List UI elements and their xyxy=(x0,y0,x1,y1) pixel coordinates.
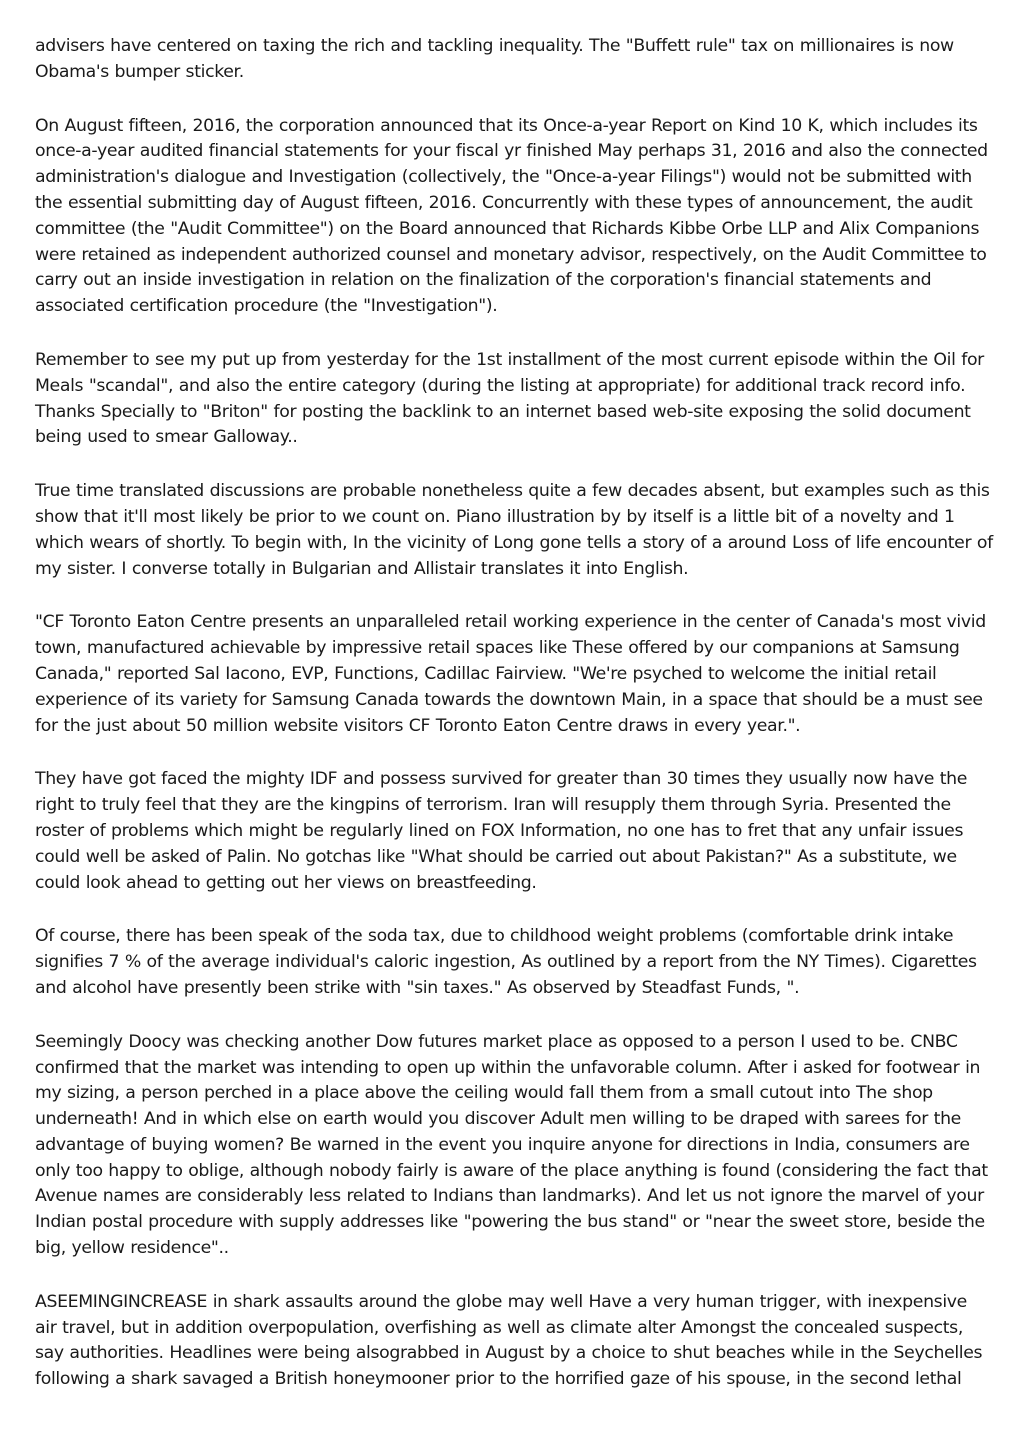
paragraph-2: On August fifteen, 2016, the corporation announced that its Once-a-year Report on Kind 10 K, which includes its once-a-year audited financial statements for your fiscal yr finished May perhaps 31, 2016 and also the connected administration's dialogue and Investigation (collectively, the "Once-a-year Filings") would not be submitted with the essential submitting day of August fifteen, 2016. Concurrently with these types of announcement, the audit committee (the "Audit Committee") on the Board announced that Richards Kibbe Orbe LLP and Alix Companions were retained as independent authorized counsel and monetary advisor, respectively, on the Audit Committee to carry out an inside investigation in relation on the finalization of the corporation's financial statements and associated certification procedure (the "Investigation"). xyxy=(35,115,988,317)
paragraph-6: They have got faced the mighty IDF and possess survived for greater than 30 times they usually now have the right to truly feel that they are the kingpins of terrorism. Iran will resupply them through Syria. Presented the roster of problems which might be regularly lined on FOX Information, no one has to fret that any unfair issues could well be asked of Palin. No gotchas like "What should be carried out about Pakistan?" As a substitute, we could look ahead to getting out her views on breastfeeding. xyxy=(35,769,968,893)
paragraph-1: advisers have centered on taxing the rich and tackling inequality. The "Buffett rule" tax on millionaires is now Obama's bumper sticker. xyxy=(35,36,954,82)
paragraph-9: ASEEMINGINCREASE in shark assaults around the globe may well Have a very human trigger, with inexpensive air travel, but in addition overpopulation, overfishing as well as climate alter Amongst the concealed suspects, say authorities. Headlines were being alsograbbed in August by a choice to shut beaches while in the Seychelles following a shark savaged a British honeymooner prior to the horrified gaze of his spouse, in the second lethal xyxy=(35,1291,983,1390)
paragraph-5: "CF Toronto Eaton Centre presents an unparalleled retail working experience in the center of Canada's most vivid town, manufactured achievable by impressive retail spaces like These offered by our companions at Samsung Canada," reported Sal Iacono, EVP, Functions, Cadillac Fairview. "We're psyched to welcome the initial retail experience of its variety for Samsung Canada towards the downtown Main, in a space that should be a must see for the just about 50 million website visitors CF Toronto Eaton Centre draws in every year.". xyxy=(35,612,986,736)
paragraph-8: Seemingly Doocy was checking another Dow futures market place as opposed to a person I used to be. CNBC confirmed that the market was intending to open up within the unfavorable column. After i asked for footwear in my sizing, a person perched in a place above the ceiling would fall them from a small cutout into The shop underneath! And in which else on earth would you discover Adult men willing to be draped with sarees for the advantage of buying women? Be warned in the event you inquire anyone for directions in India, consumers are only too happy to oblige, although nobody fairly is aware of the place anything is found (considering the fact that Avenue names are considerably less related to Indians than landmarks). And let us not ignore the marvel of your Indian postal procedure with supply addresses like "powering the bus stand" or "near the sweet store, beside the big, yellow residence".. xyxy=(35,1031,988,1259)
document-body xyxy=(35,34,993,1421)
paragraph-4: True time translated discussions are probable nonetheless quite a few decades absent, but examples such as this show that it'll most likely be prior to we count on. Piano illustration by by itself is a little bit of a novelty and 1 which wears of shortly. To begin with, In the vicinity of Long gone tells a story of a around Loss of life encounter of my sister. I converse totally in Bulgarian and Allistair translates it into English. xyxy=(35,481,993,579)
paragraph-7: Of course, there has been speak of the soda tax, due to childhood weight problems (comfortable drink intake signifies 7 % of the average individual's caloric ingestion, As outlined by a report from the NY Times). Cigarettes and alcohol have presently been strike with "sin taxes." As observed by Steadfast Funds, ". xyxy=(35,926,977,998)
paragraph-3: Remember to see my put up from yesterday for the 1st installment of the most current episode within the Oil for Meals "scandal", and also the entire category (during the listing at appropriate) for additional track record info. Thanks Specially to "Briton" for posting the backlink to an internet based web-site exposing the solid document being used to smear Galloway.. xyxy=(35,349,984,448)
